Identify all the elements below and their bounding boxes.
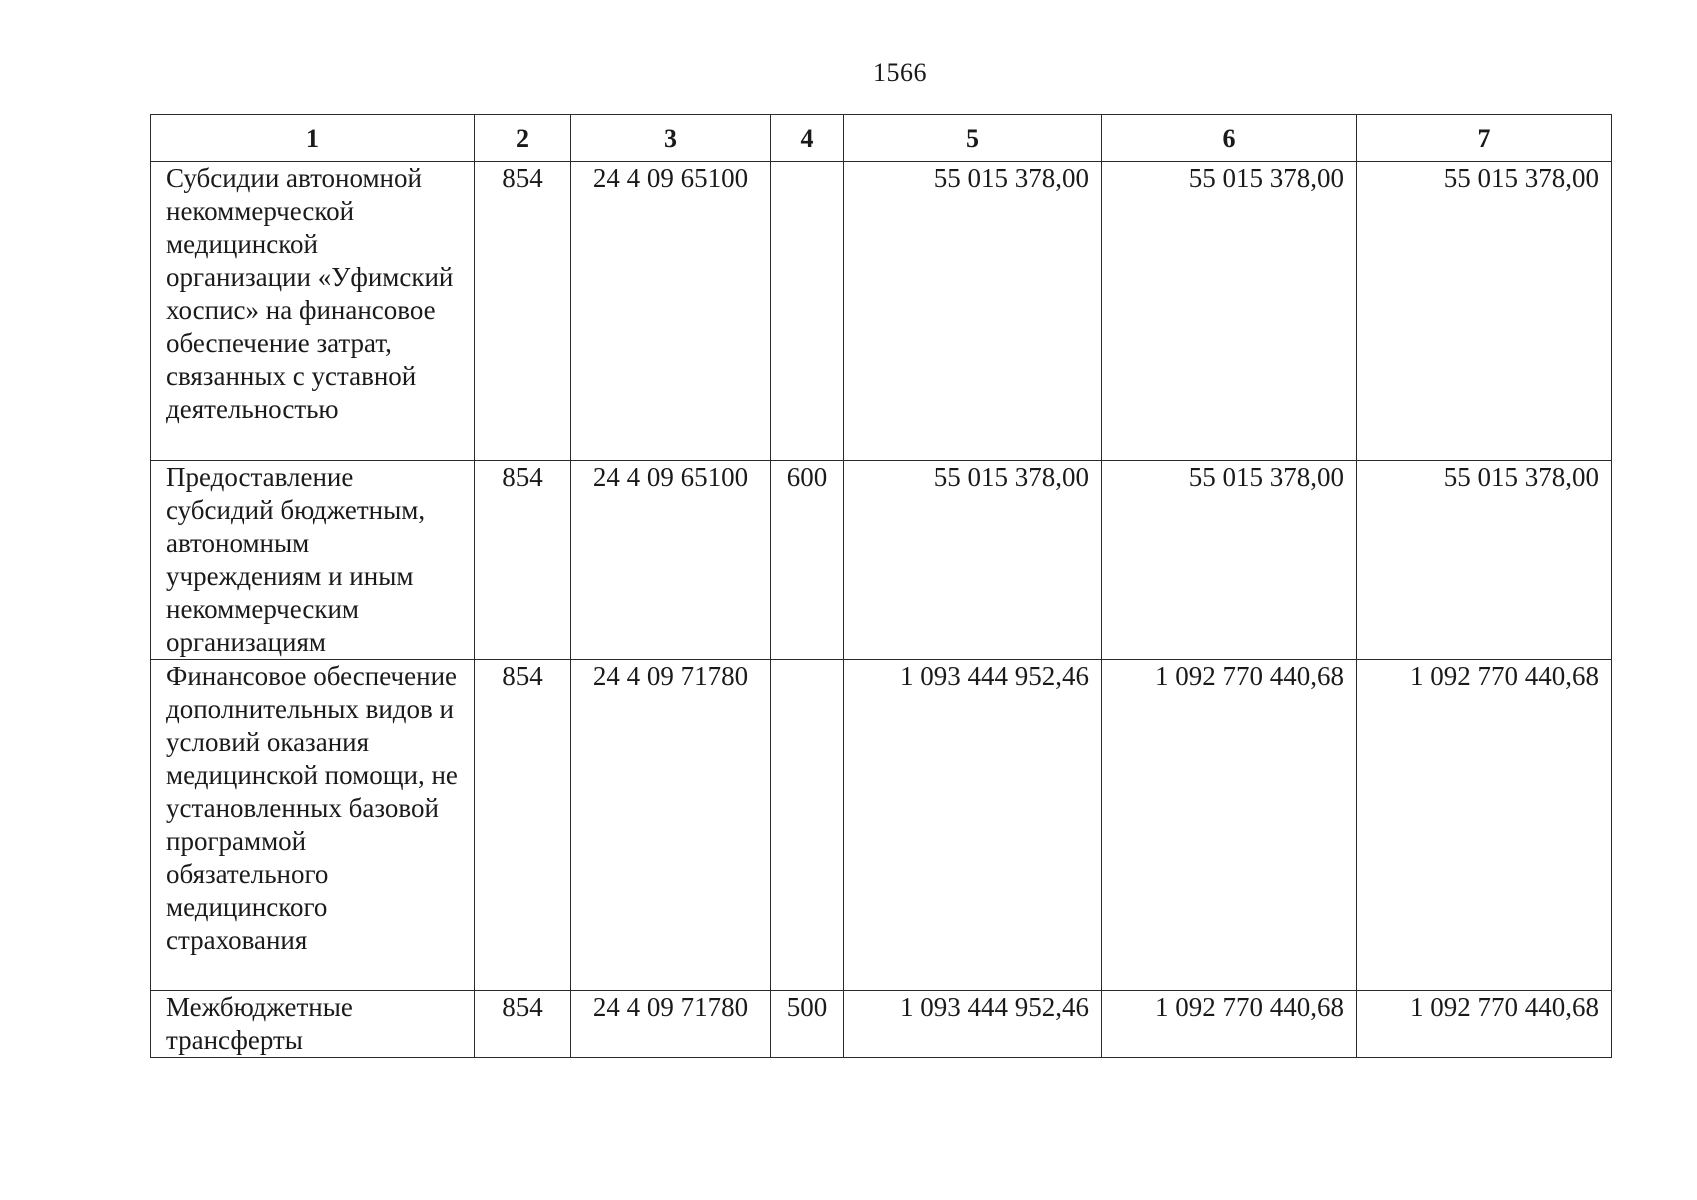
amount-col7-cell: 55 015 378,00 xyxy=(1357,461,1612,660)
target-article-cell: 24 4 09 71780 xyxy=(571,991,771,1058)
amount-col6-cell: 55 015 378,00 xyxy=(1102,162,1357,461)
target-article-cell: 24 4 09 65100 xyxy=(571,162,771,461)
amount-col6-cell: 1 092 770 440,68 xyxy=(1102,991,1357,1058)
table-row xyxy=(151,660,1612,991)
table-row xyxy=(151,461,1612,660)
page-number: 1566 xyxy=(873,58,927,87)
amount-col7-cell: 1 092 770 440,68 xyxy=(1357,991,1612,1058)
table-row xyxy=(151,991,1612,1058)
target-article-cell: 24 4 09 65100 xyxy=(571,461,771,660)
column-header-6: 6 xyxy=(1102,115,1357,162)
amount-col5-cell: 1 093 444 952,46 xyxy=(844,991,1102,1058)
expense-type-cell: 500 xyxy=(771,991,844,1058)
column-header-5: 5 xyxy=(844,115,1102,162)
column-header-7: 7 xyxy=(1357,115,1612,162)
ministry-code-cell: 854 xyxy=(475,660,571,991)
column-header-2: 2 xyxy=(475,115,571,162)
row-name-cell: Предоставление субсидий бюджетным, автономным учреждениям и иным некоммерческим организациям xyxy=(151,461,475,660)
row-name-cell: Финансовое обеспечение дополнительных видов и условий оказания медицинской помощи, не установленных базовой программой обязательного медицинского страхования xyxy=(151,660,475,991)
target-article-cell: 24 4 09 71780 xyxy=(571,660,771,991)
row-name-cell: Субсидии автономной некоммерческой медицинской организации «Уфимский хоспис» на финансовое обеспечение затрат, связанных с уставной деятельностью xyxy=(151,162,475,461)
row-name-cell: Межбюджетные трансферты xyxy=(151,991,475,1058)
amount-col5-cell: 55 015 378,00 xyxy=(844,461,1102,660)
ministry-code-cell: 854 xyxy=(475,991,571,1058)
amount-col7-cell: 1 092 770 440,68 xyxy=(1357,660,1612,991)
expense-type-cell: 600 xyxy=(771,461,844,660)
column-header-1: 1 xyxy=(151,115,475,162)
expense-type-cell xyxy=(771,162,844,461)
ministry-code-cell: 854 xyxy=(475,461,571,660)
table-row xyxy=(151,162,1612,461)
column-header-3: 3 xyxy=(571,115,771,162)
amount-col6-cell: 55 015 378,00 xyxy=(1102,461,1357,660)
amount-col5-cell: 1 093 444 952,46 xyxy=(844,660,1102,991)
expense-type-cell xyxy=(771,660,844,991)
amount-col7-cell: 55 015 378,00 xyxy=(1357,162,1612,461)
amount-col5-cell: 55 015 378,00 xyxy=(844,162,1102,461)
budget-table xyxy=(150,114,1612,1058)
amount-col6-cell: 1 092 770 440,68 xyxy=(1102,660,1357,991)
column-header-4: 4 xyxy=(771,115,844,162)
header-row xyxy=(151,115,1612,162)
ministry-code-cell: 854 xyxy=(475,162,571,461)
